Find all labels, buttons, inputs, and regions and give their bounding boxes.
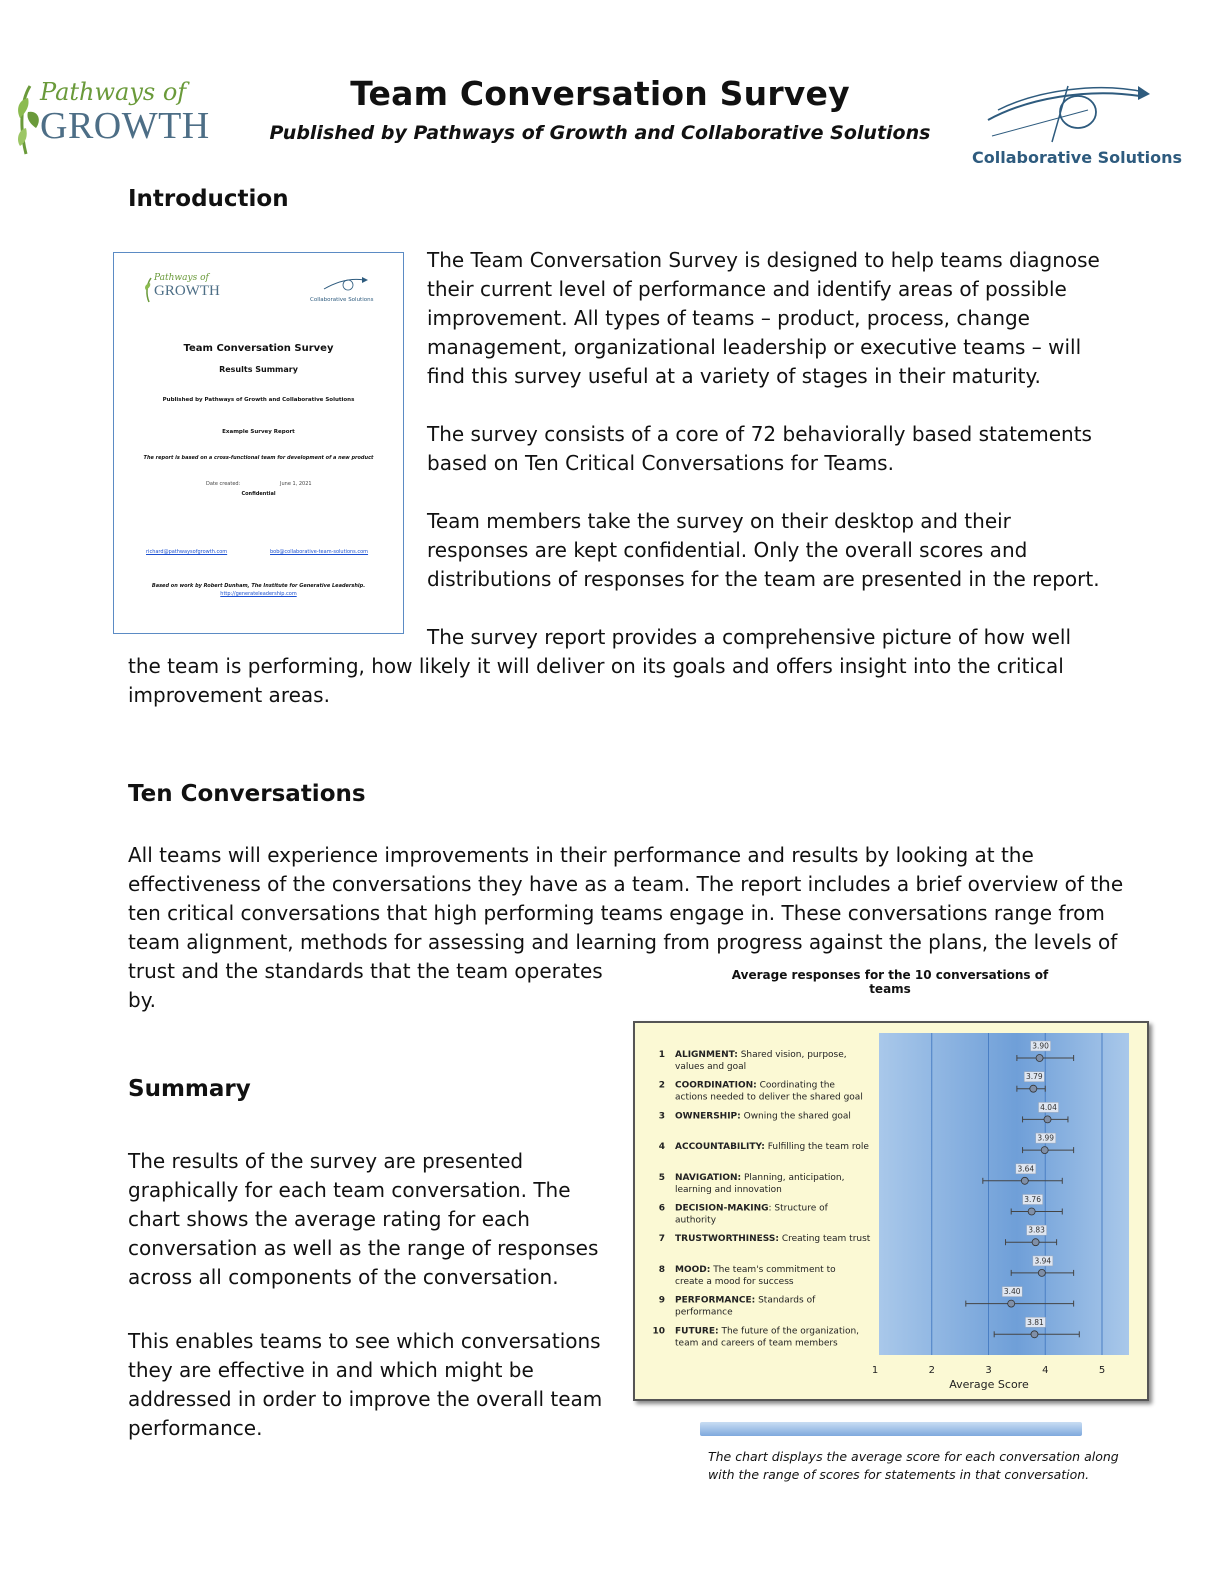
chart-svg bbox=[635, 1023, 1147, 1399]
caption-line: with the range of scores for statements in that conversation. bbox=[708, 1467, 1090, 1482]
category-label: ALIGNMENT: Shared vision, purpose, bbox=[675, 1050, 847, 1060]
thumb-based: The report is based on a cross-functional team for development of a new product bbox=[143, 455, 374, 461]
summary-heading: Summary bbox=[128, 1076, 251, 1102]
category-label: TRUSTWORTHINESS: Creating team trust bbox=[675, 1234, 871, 1245]
data-label: 3.94 bbox=[1034, 1256, 1052, 1266]
data-label: 3.79 bbox=[1025, 1072, 1043, 1082]
report-thumbnail bbox=[113, 252, 404, 634]
category-label: NAVIGATION: Planning, anticipation, bbox=[675, 1172, 845, 1183]
mean-point bbox=[1028, 1208, 1035, 1215]
conversation-score-chart bbox=[633, 1021, 1149, 1401]
intro-paragraph-4-rest bbox=[128, 652, 1064, 710]
text-line: management, organizational leadership or executive teams – will bbox=[427, 335, 1082, 359]
text-line: performance. bbox=[128, 1416, 263, 1440]
mean-point bbox=[1030, 1085, 1037, 1092]
intro-paragraph-2 bbox=[427, 420, 1092, 478]
thumb-logo-line2: GROWTH bbox=[154, 283, 220, 299]
x-tick-label: 4 bbox=[1042, 1365, 1049, 1376]
text-line: ten critical conversations that high performing teams engage in. These conversations range from bbox=[128, 901, 1105, 925]
x-tick-label: 5 bbox=[1098, 1365, 1106, 1376]
category-number: 9 bbox=[658, 1295, 665, 1306]
category-label-line2: performance bbox=[675, 1307, 733, 1318]
thumb-subtitle: Results Summary bbox=[219, 365, 298, 374]
text-line: they are effective in and which might be bbox=[128, 1358, 534, 1382]
category-number: 10 bbox=[652, 1326, 665, 1337]
thumb-title: Team Conversation Survey bbox=[183, 343, 334, 354]
data-label: 3.90 bbox=[1032, 1041, 1049, 1051]
category-number: 2 bbox=[658, 1080, 665, 1091]
thumb-email1[interactable]: richard@pathwaysofgrowth.com bbox=[146, 549, 228, 555]
mean-point bbox=[1008, 1300, 1015, 1307]
chart-caption bbox=[708, 1448, 1128, 1484]
category-label: DECISION-MAKING: Structure of bbox=[675, 1203, 828, 1214]
text-line: graphically for each team conversation. The bbox=[128, 1178, 571, 1202]
thumb-published: Published by Pathways of Growth and Collaborative Solutions bbox=[162, 397, 355, 403]
category-label: ACCOUNTABILITY: Fulfilling the team role bbox=[675, 1142, 869, 1153]
caption-line: The chart displays the average score for each conversation along bbox=[708, 1449, 1119, 1464]
data-label: 3.99 bbox=[1037, 1133, 1055, 1143]
swoosh-arrow-icon bbox=[320, 275, 370, 295]
thumb-link[interactable]: http://generateleadership.com bbox=[220, 591, 297, 597]
text-line: responses are kept confidential. Only the overall scores and bbox=[427, 538, 1028, 562]
decorative-bar bbox=[700, 1422, 1082, 1436]
category-label-line2: authority bbox=[675, 1215, 717, 1226]
category-label-line2: actions needed to deliver the shared goal bbox=[675, 1092, 863, 1103]
data-label: 3.76 bbox=[1024, 1195, 1041, 1204]
text-line: based on Ten Critical Conversations for Teams. bbox=[427, 451, 894, 475]
category-number: 3 bbox=[658, 1111, 665, 1122]
category-number: 5 bbox=[658, 1172, 665, 1183]
document-title: Team Conversation Survey bbox=[350, 74, 850, 113]
mean-point bbox=[1021, 1177, 1028, 1184]
category-label-line2: create a mood for success bbox=[675, 1276, 794, 1287]
text-line: their current level of performance and identify areas of possible bbox=[427, 277, 1067, 301]
text-line: The results of the survey are presented bbox=[128, 1149, 524, 1173]
text-line: The Team Conversation Survey is designed to help teams diagnose bbox=[427, 248, 1100, 272]
intro-paragraph-1 bbox=[427, 246, 1100, 391]
thumb-date-value: June 1, 2021 bbox=[280, 481, 312, 487]
x-axis-label: Average Score bbox=[949, 1378, 1029, 1391]
text-line: by. bbox=[128, 988, 157, 1012]
logo-left-line2: GROWTH bbox=[40, 105, 210, 147]
mean-point bbox=[1032, 1239, 1039, 1246]
pathways-of-growth-logo bbox=[16, 78, 226, 154]
data-label: 3.81 bbox=[1027, 1317, 1044, 1327]
text-line: The survey consists of a core of 72 behaviorally based statements bbox=[427, 422, 1092, 446]
text-line: improvement areas. bbox=[128, 683, 330, 707]
text-line: across all components of the conversation. bbox=[128, 1265, 559, 1289]
thumb-email2[interactable]: bob@collaborative-team-solutions.com bbox=[270, 549, 369, 555]
collaborative-solutions-logo bbox=[968, 80, 1183, 172]
category-label: FUTURE: The future of the organization, bbox=[675, 1326, 860, 1337]
category-label: OWNERSHIP: Owning the shared goal bbox=[675, 1111, 851, 1122]
swoosh-arrow-icon bbox=[968, 80, 1168, 146]
mean-point bbox=[1031, 1331, 1038, 1338]
category-number: 4 bbox=[658, 1142, 665, 1153]
text-line: team alignment, methods for assessing and learning from progress against the plans, the levels of bbox=[128, 930, 1118, 954]
text-line: This enables teams to see which conversations bbox=[128, 1329, 601, 1353]
category-label: MOOD: The team's commitment to bbox=[675, 1264, 836, 1275]
text-line: Team members take the survey on their desktop and their bbox=[427, 509, 1011, 533]
intro-paragraph-4-line1: The survey report provides a comprehensive picture of how well bbox=[427, 625, 1072, 649]
summary-paragraph-2 bbox=[128, 1327, 602, 1443]
x-tick-label: 2 bbox=[928, 1365, 935, 1376]
data-label: 3.40 bbox=[1003, 1287, 1021, 1297]
mean-point bbox=[1038, 1269, 1045, 1276]
text-line: effectiveness of the conversations they have as a team. The report includes a brief overview of the bbox=[128, 872, 1124, 896]
x-tick-label: 1 bbox=[871, 1365, 879, 1376]
text-line: find this survey useful at a variety of stages in their maturity. bbox=[427, 364, 1041, 388]
category-label: PERFORMANCE: Standards of bbox=[675, 1295, 816, 1306]
summary-paragraph-1 bbox=[128, 1147, 598, 1292]
intro-paragraph-3 bbox=[427, 507, 1100, 594]
text-line: the team is performing, how likely it will deliver on its goals and offers insight into the critical bbox=[128, 654, 1064, 678]
thumb-logo-line1: Pathways of bbox=[154, 273, 209, 283]
text-line: All teams will experience improvements in their performance and results by looking at the bbox=[128, 843, 1034, 867]
chart-title: Average responses for the 10 conversations of teams bbox=[731, 968, 1049, 996]
plot-area bbox=[879, 1033, 1129, 1355]
category-label-line2: learning and innovation bbox=[675, 1184, 782, 1195]
category-label: COORDINATION: Coordinating the bbox=[675, 1080, 835, 1091]
text-line: chart shows the average rating for each bbox=[128, 1207, 530, 1231]
document-subtitle: Published by Pathways of Growth and Collaborative Solutions bbox=[269, 122, 931, 144]
logo-right-text: Collaborative Solutions bbox=[972, 148, 1183, 167]
category-label-line2: values and goal bbox=[675, 1062, 747, 1072]
category-number: 1 bbox=[658, 1050, 665, 1060]
thumb-example: Example Survey Report bbox=[222, 429, 295, 435]
x-tick-label: 3 bbox=[985, 1365, 992, 1376]
text-line: distributions of responses for the team are presented in the report. bbox=[427, 567, 1100, 591]
logo-left-line1: Pathways of bbox=[40, 78, 187, 106]
text-line: trust and the standards that the team operates bbox=[128, 959, 603, 983]
category-label-line2: team and careers of team members bbox=[675, 1338, 838, 1349]
category-number: 7 bbox=[658, 1234, 665, 1245]
introduction-heading: Introduction bbox=[128, 186, 289, 212]
thumb-confidential: Confidential bbox=[241, 491, 276, 497]
category-number: 8 bbox=[658, 1264, 665, 1275]
category-number: 6 bbox=[658, 1203, 665, 1214]
data-label: 3.64 bbox=[1017, 1164, 1035, 1174]
thumb-logo-right: Collaborative Solutions bbox=[310, 297, 374, 303]
data-label: 3.83 bbox=[1028, 1225, 1045, 1235]
text-line: conversation as well as the range of responses bbox=[128, 1236, 599, 1260]
text-line: improvement. All types of teams – product, process, change bbox=[427, 306, 1030, 330]
text-line: addressed in order to improve the overall team bbox=[128, 1387, 603, 1411]
mean-point bbox=[1044, 1116, 1051, 1123]
data-label: 4.04 bbox=[1040, 1102, 1057, 1112]
ten-conversations-heading: Ten Conversations bbox=[128, 781, 366, 807]
mean-point bbox=[1036, 1055, 1043, 1062]
mean-point bbox=[1041, 1147, 1048, 1154]
leaf-icon bbox=[16, 82, 42, 156]
thumb-credit: Based on work by Robert Dunham, The Institute for Generative Leadership. bbox=[151, 583, 366, 589]
thumb-date-label: Date created: bbox=[206, 481, 241, 487]
